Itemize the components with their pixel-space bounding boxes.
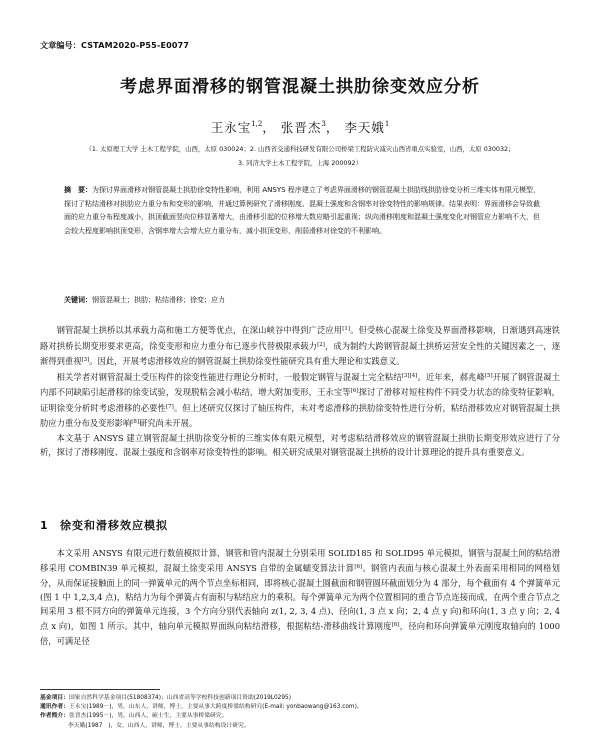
citation-ref: [3][4]	[401, 372, 418, 379]
footnote-divider	[40, 689, 160, 690]
affiliation-line: （1. 太原理工大学 土木工程学院，山西，太原 030024；2. 山西省交通科技研发有限公司桥梁工程防灾减灾山西省重点实验室，山西，太原 030032；	[85, 145, 515, 153]
author-affiliation-mark: 1,2	[251, 120, 263, 128]
paragraph-text: 。因此，开展考虑滑移效应的钢管混凝土拱肋徐变性能研究具有重大理论和实践意义。	[89, 356, 405, 366]
section-heading	[40, 517, 168, 533]
paper-title: 考虑界面滑移的钢管混凝土拱肋徐变效应分析	[120, 77, 480, 97]
footnote-text: 张晋杰(1995－)，男，山西人，硕士生，主要从事桥梁研究；	[69, 713, 228, 720]
author-affiliation-mark: 1	[384, 120, 390, 128]
footnote-label: 作者简介：	[40, 713, 69, 720]
author-name: 王永宝	[210, 120, 252, 135]
paragraph-text: 本文采用 ANSYS 有限元进行数值模拟计算，钢管和管内混凝土分别采用 SOLID185 和 SOLID95 单元模拟，钢管与混凝土间的粘结滑移采用 COMBIN39 单元模拟，混凝土徐变采用 ANSYS 自带的金属蠕变算法计算	[40, 548, 560, 574]
author-list: 王永宝$^{1,2}$， 张晋杰$^3$， 李天娥$^1$	[210, 120, 390, 135]
footnote-line	[40, 712, 560, 721]
citation-ref: [6]	[391, 622, 400, 629]
author-name: 张晋杰	[280, 120, 322, 135]
citation-ref: [5]	[484, 372, 493, 379]
author-name: 李天娥	[344, 120, 385, 135]
section-title: 徐变和滑移效应模拟	[60, 519, 168, 532]
footnote-label: 基金项目：	[40, 695, 69, 701]
footnote-label: 通讯作者：	[40, 704, 69, 711]
citation-ref: [7]	[165, 403, 174, 410]
body-paragraph	[40, 369, 560, 431]
paragraph-text: 开展了钢管混凝土内部不同缺陷引起滑移的徐变试验，发现脱粘会减小粘结，增大附加变形，王永宝等	[40, 371, 560, 397]
citation-ref: [8]	[131, 419, 140, 425]
paragraph-text: ，径向和环向弹簧单元刚度取轴向的 1000 倍，可满足径	[40, 621, 560, 646]
body-paragraph	[40, 431, 560, 460]
abstract-text: 为探讨界面滑移对钢管混凝土拱肋徐变特性影响，利用 ANSYS 程序建立了考虑界面滑移的钢管混凝土拱肋线拱肋徐变分析三维实体有限元模型，探讨了粘结滑移对拱肋应力重分布和变形的影响，并通过算例研究了滑移刚度、混凝土强度和含钢率对徐变特性的影响规律。结果表明：界面滑移会导致截面的应力重分布程度减小，拱顶截面竖向位移显著增大，由滑移引起的位移增大数应略引起重视；纵向滑移刚度和混凝土强度变化对钢管应力影响不大，但会较大程度影响拱顶变形，含钢率增大会增大应力重分布，减小拱顶变形，削弱滑移对徐变的不利影响。	[64, 186, 541, 235]
paragraph-text: 钢管混凝土拱桥以其承载力高和施工方便等优点，在深山峡谷中得到广泛应用	[56, 325, 343, 335]
affiliation-line: 3. 同济大学土木工程学院，上海 200092）	[237, 159, 363, 167]
paragraph-text: 相关学者对钢管混凝土受压构件的徐变性能进行理论分析时，一般假定钢管与混凝土完全粘结	[56, 371, 402, 382]
paragraph-text: ，成为制约大跨钢管混凝土拱桥运营安全性的关键因素之一，逐渐得到重视	[40, 340, 560, 366]
footnote-line	[40, 694, 560, 703]
body-paragraph	[40, 322, 560, 369]
section-body	[40, 546, 560, 648]
citation-ref: [6]	[350, 388, 359, 394]
abstract	[64, 184, 540, 238]
keywords	[64, 295, 540, 305]
author-affiliation-mark: 3	[321, 120, 326, 128]
keywords-label: 关键词：	[64, 296, 92, 304]
citation-ref: [3]	[81, 357, 90, 363]
paragraph-text: 探讨了滑移对短柱构件不同受力状态的徐变特征影响，证明徐变分析时考虑滑移的必要性	[40, 387, 560, 413]
paragraph-text: 本文基于 ANSYS 建立钢管混凝土拱肋徐变分析的三维实体有限元模型，对考虑粘结滑移效应的钢管混凝土拱肋长期变形效应进行了分析，探讨了滑移刚度、混凝土强度和含钢率对徐变特性的影响。相关研究成果对钢管混凝土拱桥的设计计算理论的提升具有重要意义。	[40, 432, 560, 457]
footnote-line	[40, 703, 560, 712]
section-number: 1	[40, 519, 49, 532]
citation-ref: [6]	[354, 564, 363, 571]
paragraph-text: 。但上述研究仅探讨了轴压构件，未对考虑滑移的拱肋徐变特性进行分析，粘结滑移效应对钢管混凝土拱肋应力重分布及变形影响	[40, 402, 560, 428]
paragraph-text: 研究尚未开展。	[139, 418, 198, 428]
keywords-text: 钢管混凝土；拱肋；粘结滑移；徐变；应力	[92, 296, 225, 304]
footnote-text: 国家自然科学基金项目(51808374)；山西省高等学校科技创新项目资助(2019L0295)	[69, 695, 292, 701]
footnote-line	[40, 722, 560, 731]
footnotes	[40, 694, 560, 731]
paragraph-text: 。但受核心混凝土徐变及界面滑移影响，日渐遇到高速铁路对拱桥长期变形要求更高，徐变变形和应力重分布已逐步代替极限承载力	[40, 325, 560, 351]
abstract-label: 摘 要：	[64, 186, 93, 194]
paragraph-text: 。近年来，郝兆峰	[417, 371, 485, 382]
citation-ref: [2]	[317, 341, 325, 348]
citation-ref: [1]	[342, 326, 350, 332]
article-number: 文章编号：CSTAM2020-P55-E0077	[40, 41, 190, 50]
footnote-text: 李天娥(1987 )，女，山西人，讲师，博士，主要从事结构设计研究。	[68, 722, 250, 729]
introduction	[40, 322, 560, 460]
body-paragraph	[40, 546, 560, 648]
paragraph-text: 。钢管内表面与核心混凝土外表面采用相同的网格划分，从而保证接触面上的同一弹簧单元的两个节点坐标相同，即将核心混凝土圆截面和钢管圆环截面划分为 4 部分，每个截面有 4 个弹簧单元(图 1 中 1,2,3,4 点)，粘结力为每个弹簧占有面积与粘结应力的乘积。每个弹簧单元为两个位置相同的重合节点连接而成，在两个重合节点之间采用 3 根不同方向的弹簧单元连接，3 个方向分别代表轴向 z(1, 2, 3, 4 点)、径向(1, 3 点 x 向；2, 4 点 y 向)和环向(1, 3 点 y 向；2, 4 点 x 向)，如图 1 所示。其中，轴向单元模拟界面纵向粘结滑移，根据粘结-滑移曲线计算刚度	[40, 563, 560, 632]
footnote-text: 王永宝(1989－)，男，山东人，讲师，博士，主要从事大跨度桥梁结构研究(E-mail: yonbaowang@163.com)。	[69, 704, 363, 711]
